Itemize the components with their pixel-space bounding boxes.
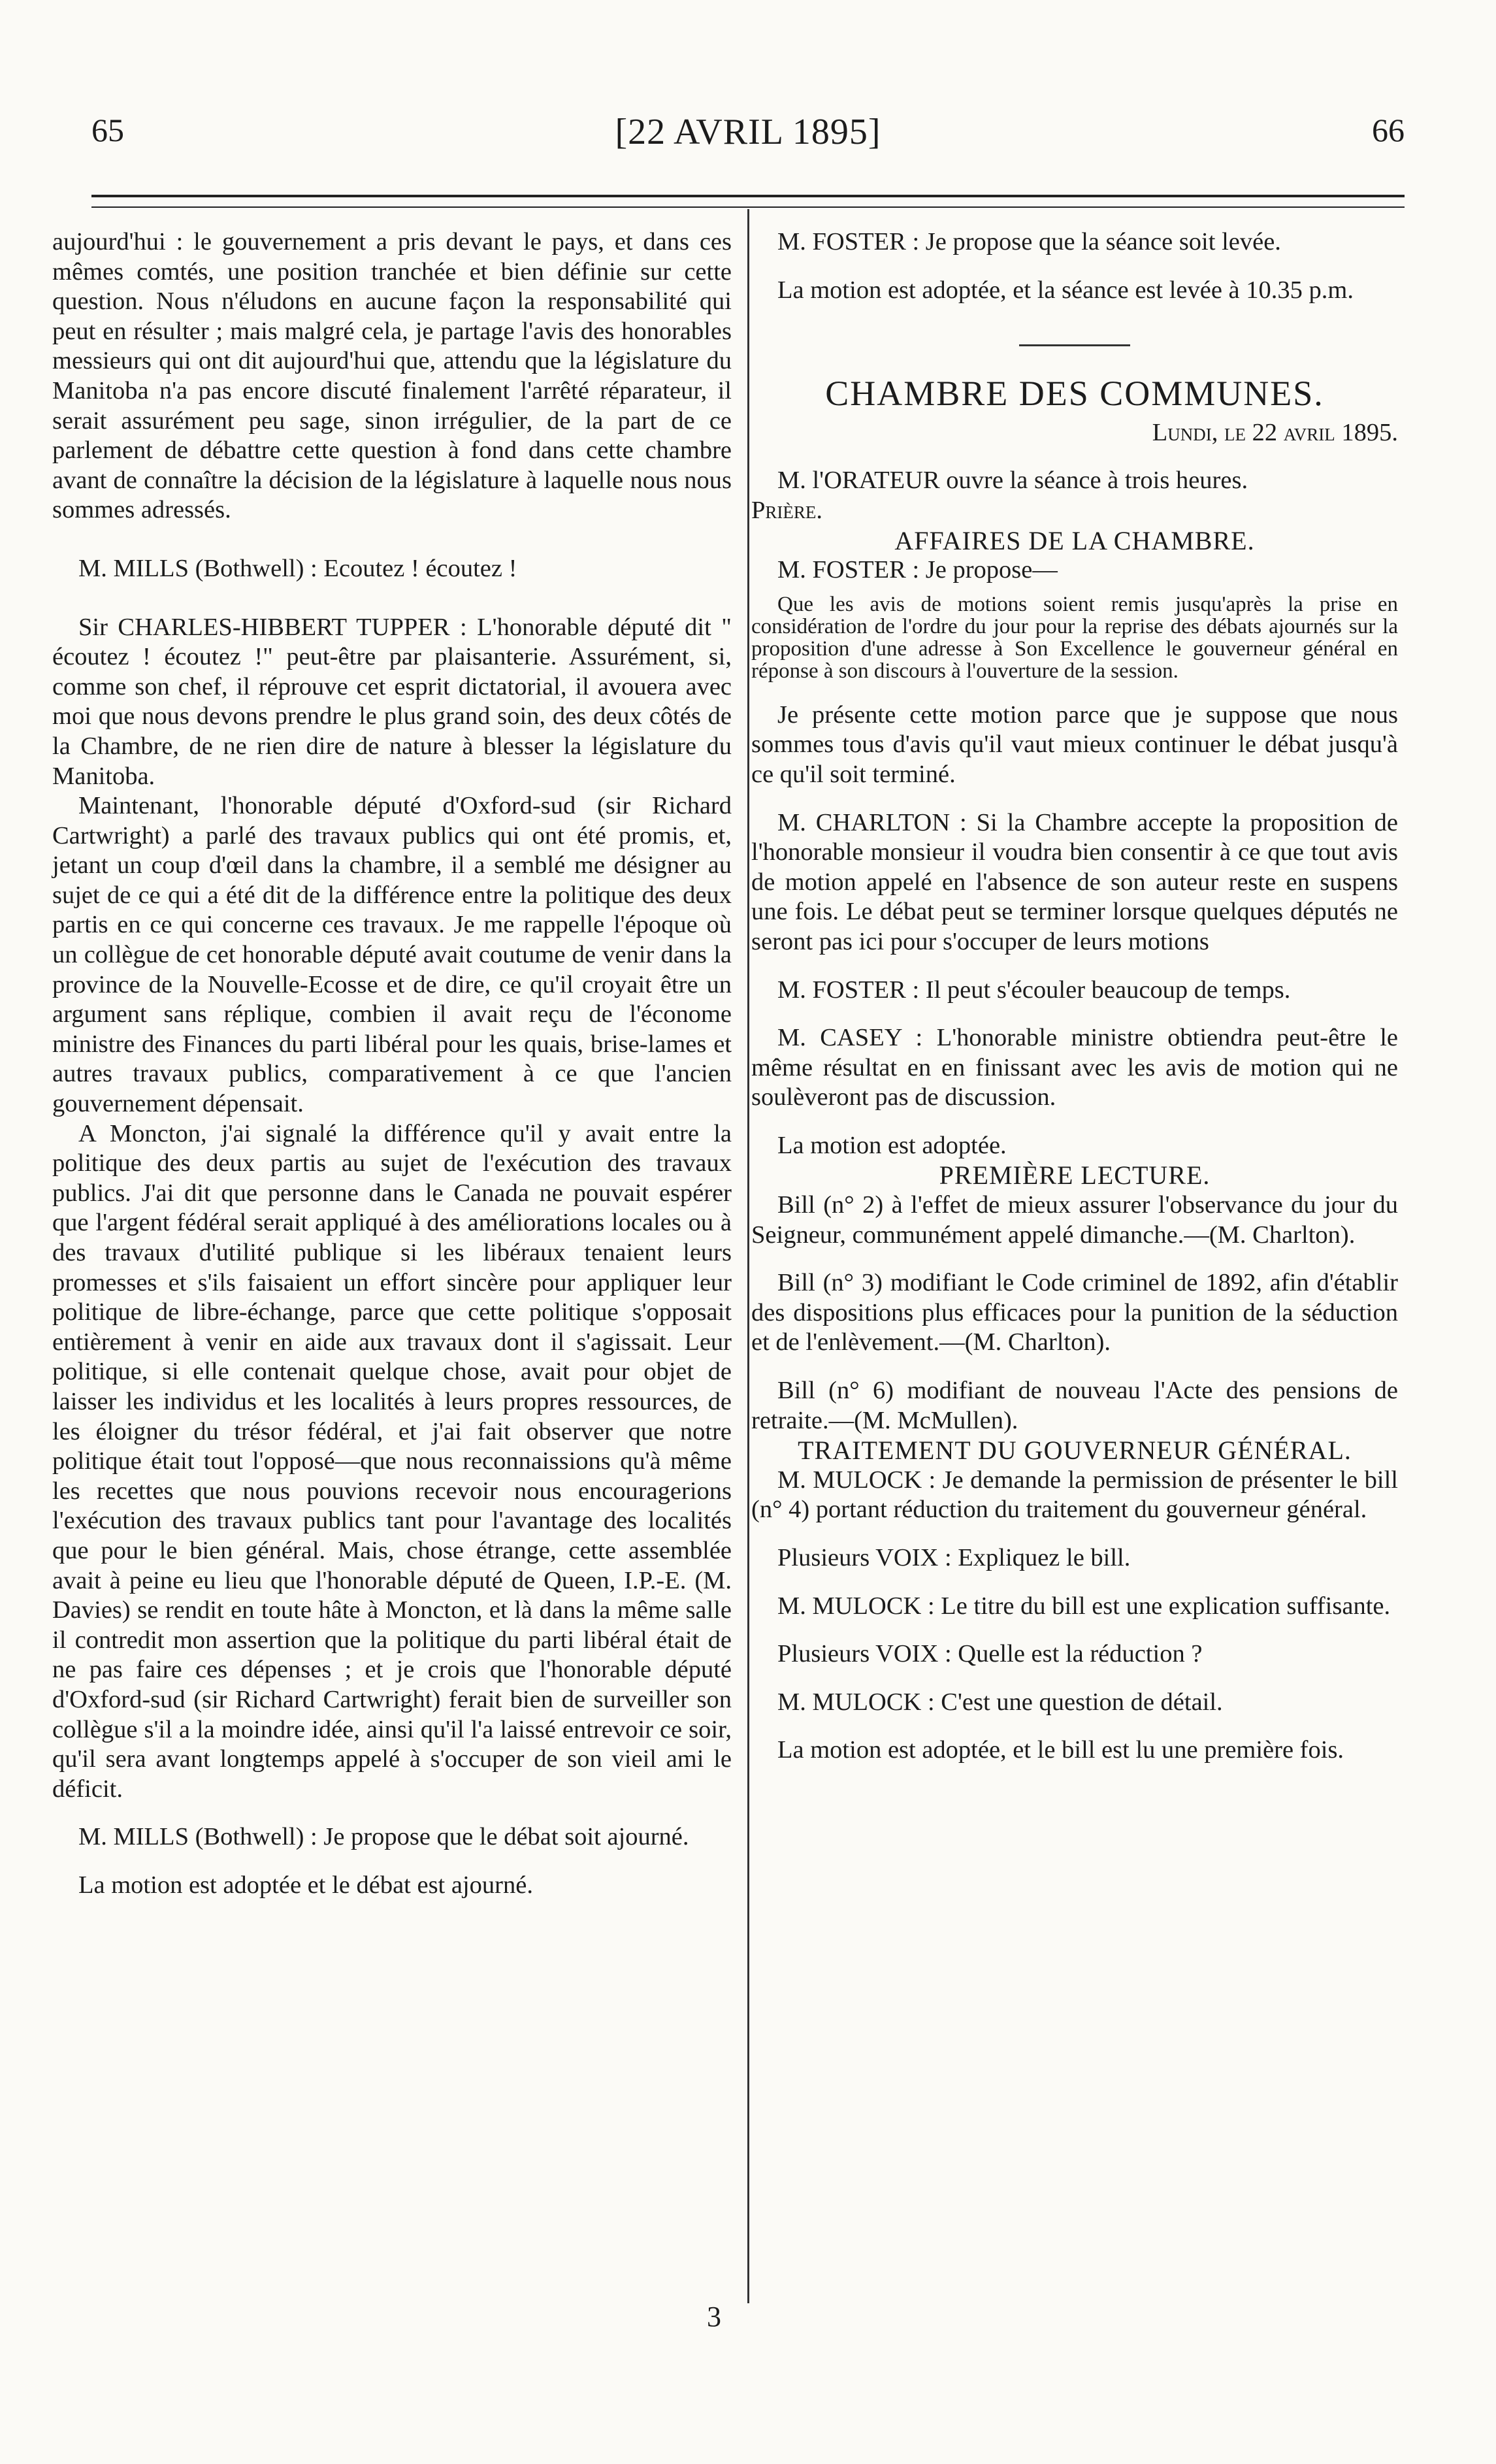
section-heading: PREMIÈRE LECTURE. xyxy=(939,1160,1211,1191)
paragraph: M. FOSTER : Je propose— xyxy=(777,556,1058,584)
paragraph: Bill (n° 6) modifiant de nouveau l'Acte des pensions de retraite.—(M. McMullen). xyxy=(751,1377,1398,1434)
folio-number: 3 xyxy=(707,2301,721,2333)
paragraph: M. MULOCK : C'est une question de détail. xyxy=(777,1688,1223,1716)
paragraph: La motion est adoptée, et le bill est lu une première fois. xyxy=(777,1736,1344,1764)
header-rule-thin xyxy=(91,206,1405,208)
page-number-right: 66 xyxy=(1372,112,1405,148)
paragraph: M. FOSTER : Je propose que la séance soit levée. xyxy=(777,228,1281,255)
paragraph: La motion est adoptée. xyxy=(777,1131,1007,1159)
section-divider xyxy=(1019,344,1130,346)
paragraph: Je présente cette motion parce que je suppose que nous sommes tous d'avis qu'il vaut mieux continuer le débat jusqu'à ce qu'il soit terminé. xyxy=(751,700,1398,788)
page-header xyxy=(91,111,1405,163)
paragraph: M. CHARLTON : Si la Chambre accepte la proposition de l'honorable monsieur il voudra bien consentir à ce que tout avis de motion appelé en l'absence de son auteur reste en suspens une fois. Le débat peut se terminer lorsque quelques députés ne seront pas ici pour s'occuper de leurs motions xyxy=(751,808,1398,955)
paragraph: Plusieurs VOIX : Quelle est la réduction ? xyxy=(777,1640,1203,1668)
paragraph: M. l'ORATEUR ouvre la séance à trois heures. xyxy=(777,467,1248,495)
column-separator xyxy=(747,209,749,2303)
paragraph: Maintenant, l'honorable député d'Oxford-sud (sir Richard Cartwright) a parlé des travaux publics qui ont été promis, et, jetant un coup d'œil dans la chambre, il a semblé me désigner au sujet de ce qui a été dit de la différence entre la politique des deux partis en ce qui concerne ces travaux. Je me rappelle l'époque où un collègue de cet honorable député avait coutume de venir dans la province de la Nouvelle-Ecosse et de dire, ce qu'il croyait être un argument sans réplique, combien il avait reçu de l'économe ministre des Finances du parti libéral pour les quais, brise-lames et autres travaux publics, comparativement à ce que l'ancien gouvernement dépensait. xyxy=(52,792,732,1118)
paragraph: Bill (n° 2) à l'effet de mieux assurer l'observance du jour du Seigneur, communément appelé dimanche.—(M. Charlton). xyxy=(751,1191,1398,1249)
paragraph: aujourd'hui : le gouvernement a pris devant le pays, et dans ces mêmes comtés, une position tranchée et bien définie sur cette question. Nous n'éludons en aucune façon la responsabilité qui peut en résulter ; mais malgré cela, je partage l'avis des honorables messieurs qui ont dit aujourd'hui que, attendu que la législature du Manitoba n'a pas encore discuté finalement l'arrêté réparateur, il serait assurément peu sage, sinon irrégulier, de la part de ce parlement de débattre cette question à fond dans cette chambre avant de connaître la décision de la législature à laquelle nous nous sommes adressés. xyxy=(52,228,732,524)
paragraph: Plusieurs VOIX : Expliquez le bill. xyxy=(777,1544,1131,1571)
motion-text: Que les avis de motions soient remis jusqu'après la prise en considération de l'ordre du jour pour la reprise des débats ajournés sur la proposition d'une adresse à Son Excellence le gouverneur général en réponse à son discours à l'ouverture de la session. xyxy=(751,592,1398,683)
section-heading: AFFAIRES DE LA CHAMBRE. xyxy=(894,525,1255,555)
left-column xyxy=(52,227,732,1900)
paragraph: M. MILLS (Bothwell) : Je propose que le débat soit ajourné. xyxy=(78,1823,689,1851)
issue-date: [22 AVRIL 1895] xyxy=(615,112,881,152)
paragraph: Sir CHARLES-HIBBERT TUPPER : L'honorable député dit " écoutez ! écoutez !" peut-être par plaisanterie. Assurément, si, comme son chef, il réprouve cet esprit dictatorial, il avouera avec moi que nous devons prendre le plus grand soin, des deux côtés de la Chambre, de ne rien dire de nature à blesser la législature du Manitoba. xyxy=(52,613,732,790)
chamber-title: CHAMBRE DES COMMUNES. xyxy=(825,374,1324,414)
header-rule-thick xyxy=(91,195,1405,197)
right-column xyxy=(751,227,1398,1766)
paragraph: M. MULOCK : Le titre du bill est une explication suffisante. xyxy=(777,1592,1391,1620)
priere: Prière. xyxy=(751,496,823,524)
paragraph: A Moncton, j'ai signalé la différence qu'il y avait entre la politique des deux partis au sujet de l'exécution des travaux publics. J'ai dit que personne dans le Canada ne pouvait espérer que l'argent fédéral serait appliqué à des améliorations locales ou à des travaux d'utilité publique si les libéraux tenaient leurs promesses et s'ils faisaient un effort sincère pour appliquer leur politique de libre-échange, parce que cette politique s'opposait entièrement à venir en aide aux travaux dont il s'agissait. Leur politique, si elle contenait quelque chose, avait pour objet de laisser les individus et les localités à leurs propres ressources, de les éloigner du trésor fédéral, et j'ai fait observer que notre politique était tout l'opposé—que nous reconnaissions qu'à même les recettes que nous pouvions recevoir nous encouragerions l'exécution des travaux publics tant pour l'avantage des localités que pour le bien général. Mais, chose étrange, cette assemblée avait à peine eu lieu que l'honorable député de Queen, I.P.-E. (M. Davies) se rendit en toute hâte à Moncton, et là dans la même salle il contredit mon assertion que la politique du parti libéral était de ne pas faire ces dépenses ; et je crois que l'honorable député d'Oxford-sud (sir Richard Cartwright) ferait bien de surveiller son collègue s'il a la moindre idée, ainsi qu'il l'a laissé entrevoir ce soir, qu'il sera avant longtemps appelé à s'occuper de son vieil ami le déficit. xyxy=(52,1119,732,1803)
dateline: Lundi, le 22 avril 1895. xyxy=(1152,418,1398,446)
paragraph: Bill (n° 3) modifiant le Code criminel de 1892, afin d'établir des dispositions plus efficaces pour la punition de la séduction et de l'enlèvement.—(M. Charlton). xyxy=(751,1269,1398,1356)
paragraph: La motion est adoptée, et la séance est levée à 10.35 p.m. xyxy=(777,276,1354,304)
paragraph: M. MULOCK : Je demande la permission de présenter le bill (n° 4) portant réduction du traitement du gouverneur général. xyxy=(751,1466,1398,1524)
paragraph: M. FOSTER : Il peut s'écouler beaucoup de temps. xyxy=(777,976,1291,1004)
paragraph: M. CASEY : L'honorable ministre obtiendra peut-être le même résultat en en finissant avec les avis de motion qui ne soulèveront pas de discussion. xyxy=(751,1024,1398,1111)
paragraph: La motion est adoptée et le débat est ajourné. xyxy=(78,1871,533,1899)
section-heading: TRAITEMENT DU GOUVERNEUR GÉNÉRAL. xyxy=(798,1436,1352,1466)
paragraph: M. MILLS (Bothwell) : Ecoutez ! écoutez ! xyxy=(78,554,517,582)
page-number-left: 65 xyxy=(91,112,124,148)
